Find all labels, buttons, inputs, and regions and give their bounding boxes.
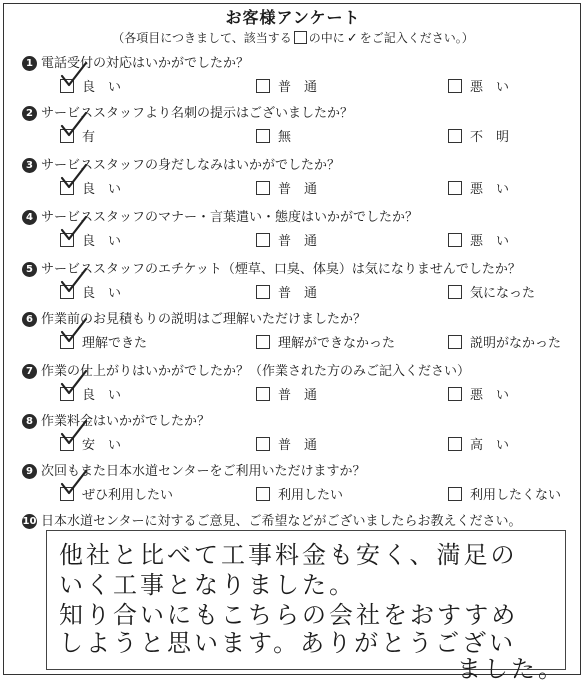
instructions-middle: の中に (308, 31, 345, 45)
option-label: 気になった (470, 286, 536, 301)
option-3[interactable] (448, 384, 509, 403)
option-2[interactable] (256, 230, 317, 249)
option-3[interactable] (448, 332, 561, 351)
checkbox[interactable] (60, 181, 74, 195)
question-text: 作業料金はいかがでしたか？ (41, 414, 211, 429)
option-1[interactable] (60, 282, 121, 301)
instructions-after: をご記入ください。） (359, 31, 474, 45)
option-label: 普 通 (278, 438, 318, 453)
question-10-heading (22, 510, 521, 529)
question-heading (22, 360, 470, 379)
option-1[interactable] (60, 178, 121, 197)
checkbox[interactable] (256, 387, 270, 401)
checkbox[interactable] (60, 387, 74, 401)
checkbox[interactable] (448, 233, 462, 247)
question-3 (22, 154, 577, 208)
instructions-before: （各項目につきまして、該当する (112, 31, 292, 45)
option-2[interactable] (256, 76, 317, 95)
question-text: 次回もまた日本水道センターをご利用いただけますか？ (41, 464, 366, 479)
checkbox[interactable] (256, 285, 270, 299)
option-2[interactable] (256, 126, 291, 145)
option-3[interactable] (448, 282, 535, 301)
option-1[interactable] (60, 484, 173, 503)
question-heading (22, 258, 521, 277)
question-text: サービススタッフのマナー・言葉遣い・態度はいかがでしたか？ (41, 210, 419, 225)
checkbox[interactable] (256, 129, 270, 143)
question-10-text: 日本水道センターに対するご意見、ご希望などがございましたらお教えください。 (41, 514, 522, 529)
checkbox[interactable] (256, 79, 270, 93)
option-3[interactable] (448, 434, 509, 453)
question-heading (22, 308, 366, 327)
handwritten-line-4: しようと思います。ありがとうござい (59, 629, 517, 657)
option-label: 普 通 (278, 80, 318, 95)
checkbox[interactable] (256, 335, 270, 349)
question-heading (22, 102, 353, 121)
question-heading (22, 52, 249, 71)
option-label: 悪 い (470, 234, 510, 249)
checkbox[interactable] (60, 335, 74, 349)
option-label: 良 い (82, 182, 122, 197)
checkbox[interactable] (448, 335, 462, 349)
checkbox[interactable] (60, 233, 74, 247)
option-label: 良 い (82, 234, 122, 249)
handwritten-line-2: いく工事となりました。 (59, 571, 356, 599)
checkmark-sample-icon: ✓ (346, 31, 358, 46)
option-label: 普 通 (278, 182, 318, 197)
question-number-icon: 8 (22, 414, 37, 429)
option-label: 高 い (470, 438, 510, 453)
question-9 (22, 460, 577, 514)
checkbox[interactable] (256, 233, 270, 247)
option-label: 利用したくない (470, 488, 562, 503)
option-label: 利用したい (278, 488, 344, 503)
option-label: 悪 い (470, 182, 510, 197)
question-number-icon: 5 (22, 262, 37, 277)
option-label: 悪 い (470, 388, 510, 403)
option-1[interactable] (60, 76, 121, 95)
checkbox-sample-icon (294, 31, 307, 44)
question-6 (22, 308, 577, 362)
checkbox[interactable] (448, 387, 462, 401)
option-label: 悪 い (470, 80, 510, 95)
question-text: サービススタッフのエチケット（煙草、口臭、体臭）は気になりませんでしたか？ (41, 262, 521, 277)
checkbox[interactable] (448, 487, 462, 501)
option-label: 良 い (82, 286, 122, 301)
checkbox[interactable] (256, 437, 270, 451)
question-8 (22, 410, 577, 464)
question-4 (22, 206, 577, 260)
option-label: 普 通 (278, 234, 318, 249)
checkbox[interactable] (448, 285, 462, 299)
checkbox[interactable] (256, 181, 270, 195)
handwritten-line-3: 知り合いにもこちらの会社をおすすめ (59, 601, 519, 629)
option-3[interactable] (448, 178, 509, 197)
question-number-icon: 10 (22, 516, 37, 527)
option-1[interactable] (60, 126, 95, 145)
option-1[interactable] (60, 230, 121, 249)
instructions (0, 29, 586, 46)
option-label: 不 明 (470, 130, 510, 145)
question-heading (22, 460, 365, 479)
question-text: 電話受付の対応はいかがでしたか？ (41, 56, 250, 71)
option-label: 有 (82, 130, 96, 145)
option-1[interactable] (60, 384, 121, 403)
question-2 (22, 102, 577, 156)
option-2[interactable] (256, 282, 317, 301)
option-2[interactable] (256, 178, 317, 197)
option-label: 安 い (82, 438, 122, 453)
option-2[interactable] (256, 484, 343, 503)
question-text: サービススタッフの身だしなみはいかがでしたか？ (41, 158, 341, 173)
question-7 (22, 360, 577, 414)
question-heading (22, 206, 418, 225)
option-label: 無 (278, 130, 292, 145)
checkbox[interactable] (448, 79, 462, 93)
comment-box[interactable] (46, 530, 566, 683)
checkbox[interactable] (448, 129, 462, 143)
question-number-icon: 2 (22, 106, 37, 121)
checkbox[interactable] (60, 487, 74, 501)
option-2[interactable] (256, 384, 317, 403)
question-5 (22, 258, 577, 312)
option-label: 普 通 (278, 286, 318, 301)
question-text: 作業の仕上がりはいかがでしたか？（作業された方のみご記入ください） (41, 364, 471, 379)
question-number-icon: 4 (22, 210, 37, 225)
question-heading (22, 410, 210, 429)
checkbox[interactable] (60, 79, 74, 93)
checkbox[interactable] (60, 285, 74, 299)
question-1 (22, 52, 577, 106)
checkbox[interactable] (256, 487, 270, 501)
option-1[interactable] (60, 332, 147, 351)
option-label: ぜひ利用したい (82, 488, 174, 503)
option-1[interactable] (60, 434, 121, 453)
option-2[interactable] (256, 332, 395, 351)
handwritten-line-1: 他社と比べて工事料金も安く、満足の (59, 541, 518, 569)
question-number-icon: 1 (22, 56, 37, 71)
checkbox[interactable] (60, 129, 74, 143)
option-3[interactable] (448, 126, 509, 145)
question-number-icon: 3 (22, 158, 37, 173)
option-label: 説明がなかった (470, 336, 562, 351)
checkbox[interactable] (448, 181, 462, 195)
question-text: サービススタッフより名刺の提示はございましたか？ (41, 106, 354, 121)
option-3[interactable] (448, 230, 509, 249)
checkbox[interactable] (60, 437, 74, 451)
option-label: 良 い (82, 80, 122, 95)
option-3[interactable] (448, 484, 561, 503)
question-number-icon: 7 (22, 364, 37, 379)
option-label: 良 い (82, 388, 122, 403)
option-label: 理解ができなかった (278, 336, 396, 351)
option-label: 理解できた (82, 336, 148, 351)
handwritten-line-5: ました。 (457, 655, 565, 683)
option-label: 普 通 (278, 388, 318, 403)
option-2[interactable] (256, 434, 317, 453)
question-number-icon: 9 (22, 464, 37, 479)
checkbox[interactable] (448, 437, 462, 451)
question-number-icon: 6 (22, 312, 37, 327)
question-text: 作業前のお見積もりの説明はご理解いただけましたか？ (41, 312, 367, 327)
survey-title: お客様アンケート (225, 8, 361, 27)
option-3[interactable] (448, 76, 509, 95)
question-heading (22, 154, 340, 173)
